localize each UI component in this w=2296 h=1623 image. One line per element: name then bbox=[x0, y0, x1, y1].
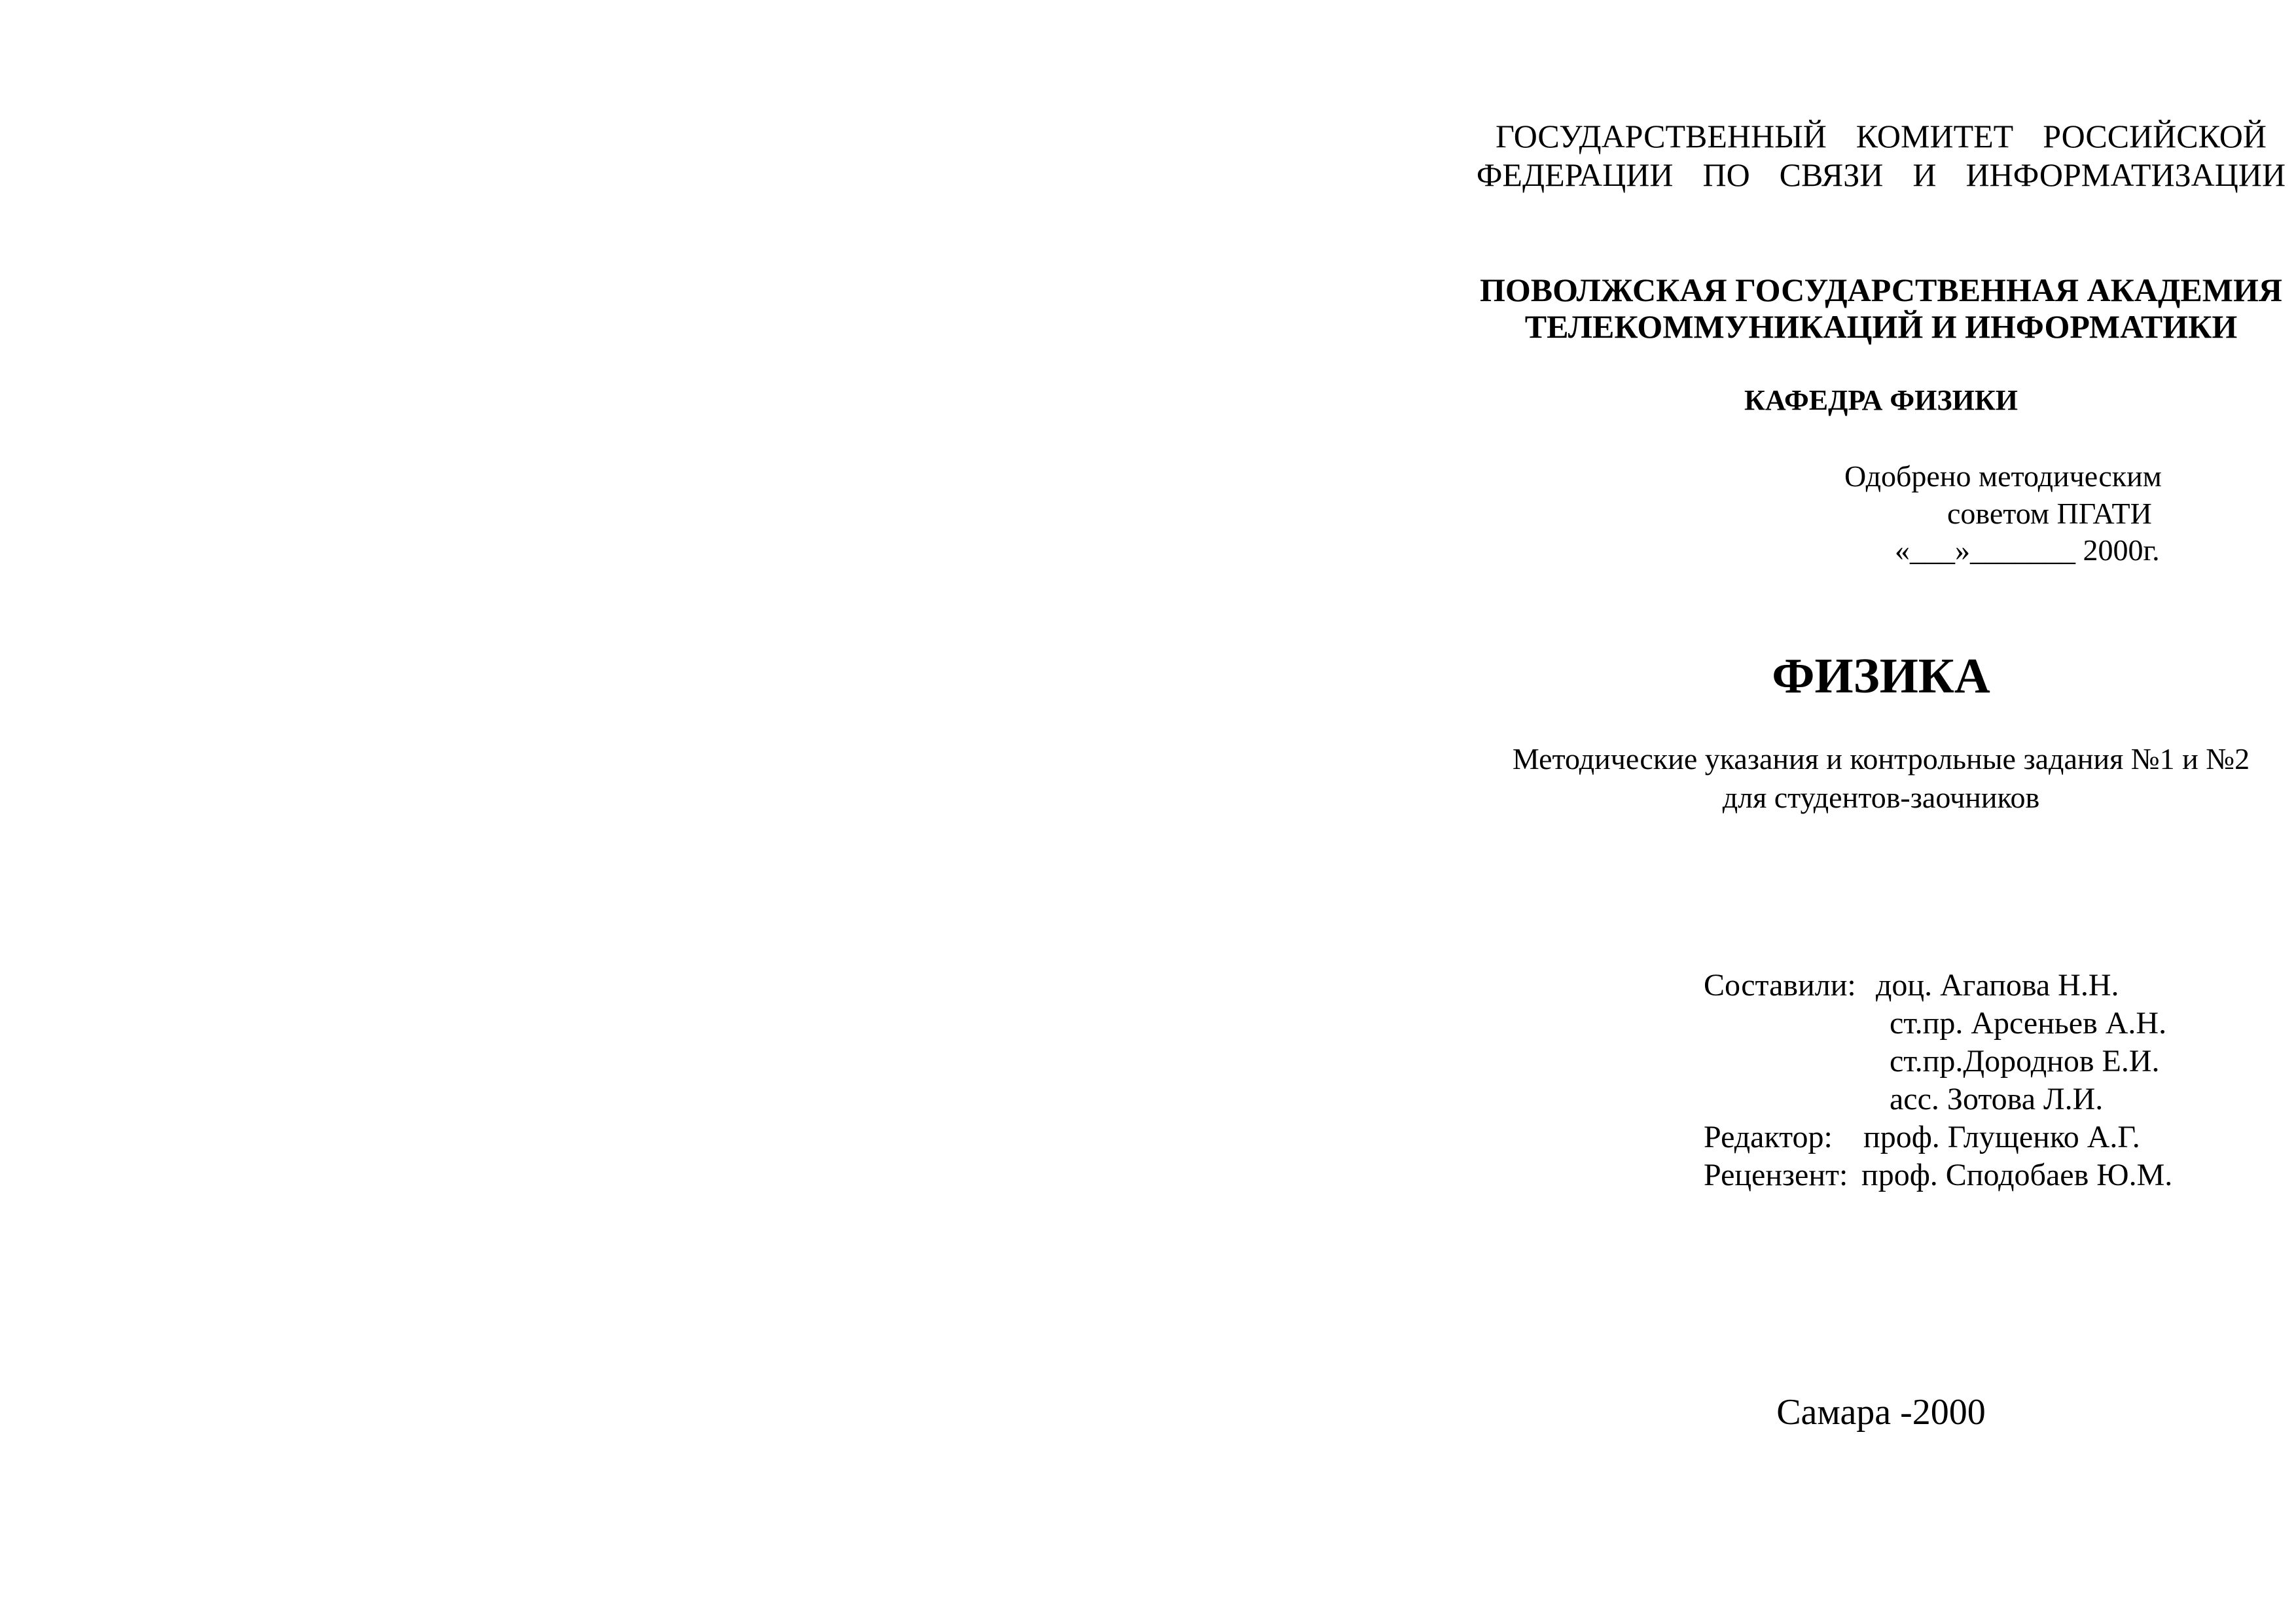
compiler-2: ст.пр. Арсеньев А.Н. bbox=[1890, 1006, 2167, 1041]
compilers-label: Составили: bbox=[1704, 968, 1856, 1003]
approval-date: «___»_______ 2000г. bbox=[1895, 533, 2160, 567]
city-year: Самара -2000 bbox=[1776, 1392, 1986, 1433]
document-title: ФИЗИКА bbox=[1772, 649, 1990, 704]
editor-label: Редактор: bbox=[1704, 1120, 1833, 1154]
approval-line-2: советом ПГАТИ bbox=[1947, 497, 2152, 530]
reviewer-label: Рецензент: bbox=[1704, 1158, 1848, 1192]
committee-line-2: ФЕДЕРАЦИИ ПО СВЯЗИ И ИНФОРМАТИЗАЦИИ bbox=[1476, 156, 2286, 193]
committee-line-1: ГОСУДАРСТВЕННЫЙ КОМИТЕТ РОССИЙСКОЙ bbox=[1496, 118, 2267, 154]
academy-line-2: ТЕЛЕКОММУНИКАЦИЙ И ИНФОРМАТИКИ bbox=[1524, 308, 2238, 345]
department-name: КАФЕДРА ФИЗИКИ bbox=[1744, 384, 2018, 416]
subtitle-line-1: Методические указания и контрольные задания №1 и №2 bbox=[1512, 742, 2250, 776]
academy-line-1: ПОВОЛЖСКАЯ ГОСУДАРСТВЕННАЯ АКАДЕМИЯ bbox=[1480, 272, 2282, 308]
compiler-3: ст.пр.Дороднов Е.И. bbox=[1890, 1044, 2160, 1079]
reviewer-name: проф. Сподобаев Ю.М. bbox=[1861, 1158, 2173, 1192]
compiler-4: асс. Зотова Л.И. bbox=[1890, 1082, 2104, 1116]
title-page bbox=[1148, 0, 2296, 1623]
compiler-1: доц. Агапова Н.Н. bbox=[1876, 968, 2119, 1003]
editor-name: проф. Глущенко А.Г. bbox=[1863, 1120, 2140, 1154]
approval-line-1: Одобрено методическим bbox=[1844, 459, 2162, 493]
subtitle-line-2: для студентов-заочников bbox=[1722, 781, 2040, 814]
